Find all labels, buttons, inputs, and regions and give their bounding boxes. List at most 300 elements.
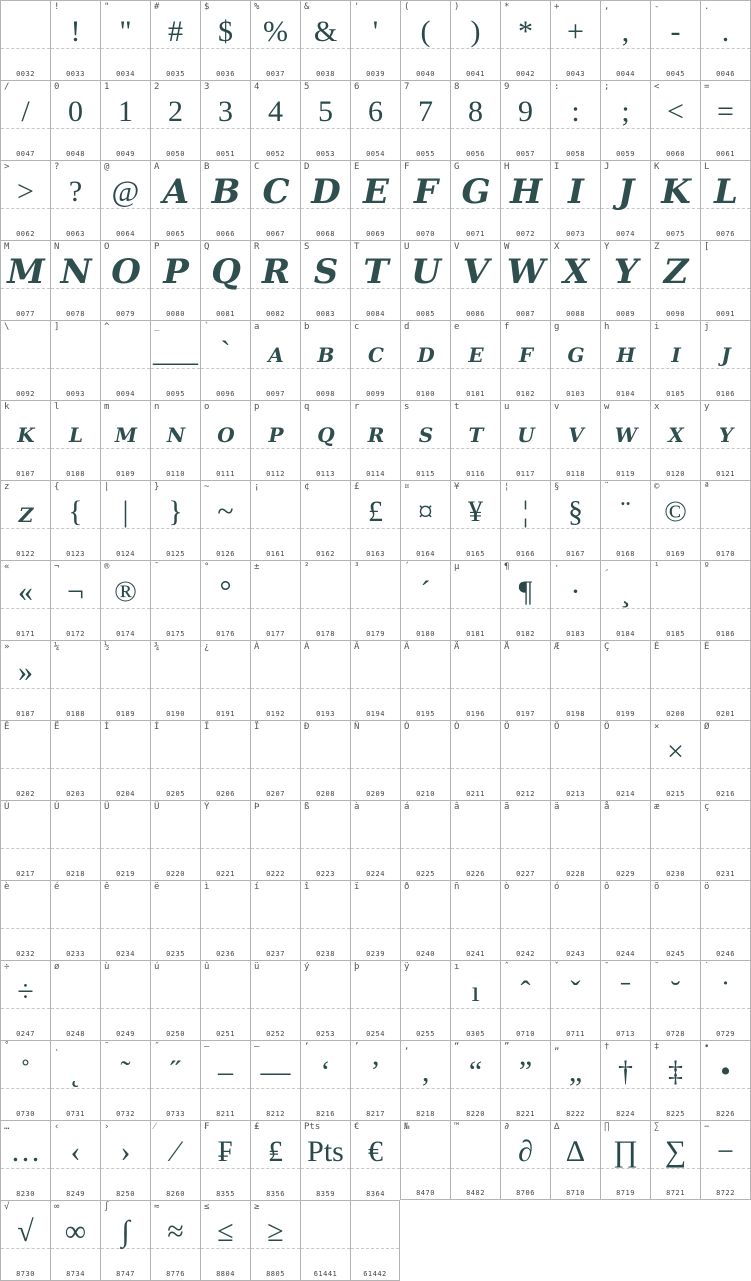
glyph-code: 8225 bbox=[666, 1110, 685, 1118]
glyph-code: 0069 bbox=[366, 230, 385, 238]
glyph-preview: ? bbox=[68, 175, 83, 208]
glyph-cell bbox=[700, 1040, 751, 1120]
glyph-cell bbox=[350, 240, 400, 320]
glyph-label: Ê bbox=[4, 722, 10, 732]
glyph-preview bbox=[401, 889, 450, 929]
glyph-preview: = bbox=[717, 95, 734, 128]
glyph-code: 0231 bbox=[716, 870, 735, 878]
glyph-cell bbox=[550, 560, 600, 640]
glyph-label: 4 bbox=[254, 82, 260, 92]
glyph-label: ¡ bbox=[254, 482, 260, 492]
glyph-label: ð bbox=[404, 882, 410, 892]
glyph-cell bbox=[450, 1040, 500, 1120]
glyph-cell bbox=[250, 640, 300, 720]
glyph-preview: Y bbox=[718, 423, 733, 447]
glyph-preview: ¦ bbox=[522, 495, 529, 528]
glyph-label: ∆ bbox=[554, 1122, 560, 1132]
glyph-label: ¬ bbox=[54, 562, 60, 572]
glyph-label: ` bbox=[204, 322, 210, 332]
glyph-cell bbox=[600, 0, 650, 80]
glyph-preview: × bbox=[667, 735, 684, 768]
glyph-label: Û bbox=[104, 802, 110, 812]
glyph-preview: ˇ bbox=[570, 975, 581, 1008]
glyph-cell bbox=[300, 1040, 350, 1120]
glyph-preview: ¨ bbox=[620, 495, 631, 528]
glyph-preview: 8 bbox=[468, 95, 483, 128]
glyph-code: 0216 bbox=[716, 790, 735, 798]
glyph-preview: ˙ bbox=[720, 975, 731, 1008]
glyph-cell bbox=[700, 80, 751, 160]
glyph-label: ö bbox=[704, 882, 710, 892]
glyph-cell bbox=[500, 160, 550, 240]
glyph-code: 8212 bbox=[266, 1110, 285, 1118]
glyph-preview: + bbox=[567, 15, 584, 48]
glyph-preview: · bbox=[570, 575, 581, 608]
glyph-code: 8747 bbox=[116, 1270, 135, 1278]
glyph-preview bbox=[551, 889, 600, 929]
glyph-cell bbox=[100, 160, 150, 240]
glyph-code: 0733 bbox=[166, 1110, 185, 1118]
glyph-cell bbox=[250, 400, 300, 480]
glyph-cell bbox=[650, 160, 700, 240]
glyph-label: Ù bbox=[4, 802, 10, 812]
glyph-code: 0196 bbox=[466, 710, 485, 718]
glyph-cell bbox=[150, 1200, 200, 1281]
glyph-preview: 1 bbox=[118, 95, 133, 128]
glyph-label: Á bbox=[304, 642, 310, 652]
glyph-preview bbox=[1, 9, 50, 49]
glyph-code: 0215 bbox=[666, 790, 685, 798]
glyph-code: 0247 bbox=[16, 1030, 35, 1038]
glyph-preview bbox=[51, 889, 100, 929]
glyph-preview: 2 bbox=[168, 95, 183, 128]
glyph-preview bbox=[151, 729, 200, 769]
glyph-label: ¹ bbox=[654, 562, 660, 572]
glyph-preview: ° bbox=[219, 575, 232, 608]
glyph-cell bbox=[350, 480, 400, 560]
glyph-label: ∞ bbox=[54, 1202, 60, 1212]
glyph-code: 0048 bbox=[66, 150, 85, 158]
glyph-preview bbox=[601, 729, 650, 769]
glyph-label: t bbox=[454, 402, 460, 412]
glyph-label: ¥ bbox=[454, 482, 460, 492]
glyph-label: o bbox=[204, 402, 210, 412]
glyph-code: 0254 bbox=[366, 1030, 385, 1038]
glyph-cell bbox=[650, 0, 700, 80]
glyph-cell bbox=[550, 400, 600, 480]
glyph-code: 8482 bbox=[466, 1189, 485, 1197]
glyph-label: | bbox=[104, 482, 110, 492]
glyph-code: 0246 bbox=[716, 950, 735, 958]
glyph-cell bbox=[500, 640, 550, 720]
glyph-preview: > bbox=[17, 175, 34, 208]
glyph-code: 8222 bbox=[566, 1110, 585, 1118]
glyph-code: 0197 bbox=[516, 710, 535, 718]
glyph-preview bbox=[151, 809, 200, 849]
glyph-code: 0064 bbox=[116, 230, 135, 238]
glyph-code: 0253 bbox=[316, 1030, 335, 1038]
glyph-code: 0191 bbox=[216, 710, 235, 718]
glyph-preview: J bbox=[721, 343, 730, 367]
glyph-label: þ bbox=[354, 962, 360, 972]
glyph-preview: G bbox=[461, 172, 490, 212]
glyph-code: 0049 bbox=[116, 150, 135, 158]
glyph-preview bbox=[301, 889, 350, 929]
glyph-preview: ’ bbox=[370, 1055, 381, 1088]
glyph-cell bbox=[400, 960, 450, 1040]
glyph-cell bbox=[450, 160, 500, 240]
glyph-preview: F bbox=[413, 172, 438, 212]
glyph-cell bbox=[0, 880, 50, 960]
glyph-label: u bbox=[504, 402, 510, 412]
glyph-label: ± bbox=[254, 562, 260, 572]
glyph-preview: W bbox=[614, 423, 637, 447]
glyph-code: 0079 bbox=[116, 310, 135, 318]
glyph-preview bbox=[1, 889, 50, 929]
glyph-preview bbox=[201, 969, 250, 1009]
glyph-code: 0052 bbox=[266, 150, 285, 158]
glyph-label: § bbox=[554, 482, 560, 492]
glyph-label: x bbox=[654, 402, 660, 412]
glyph-cell bbox=[150, 240, 200, 320]
glyph-cell bbox=[350, 320, 400, 400]
glyph-code: 0227 bbox=[516, 870, 535, 878]
glyph-label: Ë bbox=[54, 722, 60, 732]
glyph-cell bbox=[200, 960, 250, 1040]
glyph-cell bbox=[200, 240, 250, 320]
glyph-code: 8364 bbox=[366, 1190, 385, 1198]
glyph-code: 0245 bbox=[666, 950, 685, 958]
glyph-preview: M bbox=[7, 252, 44, 292]
glyph-label: W bbox=[504, 242, 510, 252]
glyph-preview bbox=[351, 1209, 399, 1249]
glyph-cell bbox=[350, 800, 400, 880]
glyph-cell bbox=[550, 320, 600, 400]
glyph-preview: • bbox=[720, 1055, 731, 1088]
glyph-cell bbox=[0, 1040, 50, 1120]
glyph-code: 0053 bbox=[316, 150, 335, 158]
glyph-code: 0237 bbox=[266, 950, 285, 958]
glyph-preview bbox=[501, 649, 550, 689]
glyph-label: ÷ bbox=[4, 962, 10, 972]
glyph-preview: ; bbox=[621, 95, 630, 128]
glyph-cell bbox=[150, 800, 200, 880]
glyph-code: 0086 bbox=[466, 310, 485, 318]
glyph-label: ³ bbox=[354, 562, 360, 572]
glyph-label: í bbox=[254, 882, 260, 892]
glyph-label: ∂ bbox=[504, 1122, 510, 1132]
glyph-preview bbox=[501, 809, 550, 849]
glyph-preview: U bbox=[411, 252, 440, 292]
glyph-preview: Z bbox=[663, 252, 688, 292]
glyph-cell bbox=[600, 80, 650, 160]
glyph-cell bbox=[450, 720, 500, 800]
glyph-code: 8734 bbox=[66, 1270, 85, 1278]
glyph-label: ‡ bbox=[654, 1042, 660, 1052]
glyph-preview bbox=[51, 969, 100, 1009]
glyph-cell bbox=[0, 320, 50, 400]
glyph-preview: Z bbox=[18, 503, 33, 527]
glyph-code: 0181 bbox=[466, 630, 485, 638]
glyph-code: 0711 bbox=[566, 1030, 585, 1038]
glyph-preview bbox=[451, 649, 500, 689]
glyph-cell bbox=[150, 480, 200, 560]
glyph-cell bbox=[700, 1120, 751, 1200]
glyph-code: 0225 bbox=[416, 870, 435, 878]
glyph-label: ” bbox=[504, 1042, 510, 1052]
glyph-label: 2 bbox=[154, 82, 160, 92]
glyph-label: Ü bbox=[154, 802, 160, 812]
glyph-preview: ¸ bbox=[620, 575, 631, 608]
glyph-cell bbox=[300, 400, 350, 480]
glyph-label: — bbox=[254, 1042, 260, 1052]
glyph-code: 0729 bbox=[716, 1030, 735, 1038]
glyph-code: 0232 bbox=[16, 950, 35, 958]
glyph-cell bbox=[200, 560, 250, 640]
glyph-cell bbox=[50, 80, 100, 160]
glyph-preview bbox=[351, 729, 400, 769]
glyph-preview: - bbox=[670, 15, 681, 48]
glyph-code: 0047 bbox=[16, 150, 35, 158]
glyph-preview: Q bbox=[317, 423, 334, 447]
glyph-preview bbox=[401, 969, 450, 1009]
glyph-label: ˝ bbox=[154, 1042, 160, 1052]
glyph-label: @ bbox=[104, 162, 110, 172]
glyph-label: p bbox=[254, 402, 260, 412]
glyph-preview: R bbox=[261, 252, 290, 292]
glyph-code: 0098 bbox=[316, 390, 335, 398]
glyph-cell bbox=[500, 480, 550, 560]
glyph-preview: W bbox=[506, 252, 545, 292]
glyph-code: 0187 bbox=[16, 710, 35, 718]
glyph-code: 0732 bbox=[116, 1110, 135, 1118]
glyph-cell bbox=[150, 720, 200, 800]
glyph-cell bbox=[300, 320, 350, 400]
glyph-label: > bbox=[4, 162, 10, 172]
glyph-code: 0230 bbox=[666, 870, 685, 878]
glyph-cell bbox=[0, 1120, 50, 1200]
glyph-cell bbox=[50, 0, 100, 80]
glyph-cell bbox=[700, 480, 751, 560]
glyph-cell bbox=[400, 80, 450, 160]
glyph-preview bbox=[301, 649, 350, 689]
glyph-cell bbox=[700, 640, 751, 720]
glyph-code: 0210 bbox=[416, 790, 435, 798]
glyph-code: 0730 bbox=[16, 1110, 35, 1118]
glyph-preview: ¥ bbox=[468, 495, 483, 528]
glyph-preview bbox=[251, 729, 300, 769]
glyph-preview: ` bbox=[220, 335, 231, 368]
glyph-code: 8706 bbox=[516, 1189, 535, 1197]
glyph-code: 8359 bbox=[316, 1190, 335, 1198]
glyph-preview bbox=[1, 809, 50, 849]
glyph-preview: K bbox=[17, 423, 34, 447]
glyph-preview: D bbox=[311, 172, 340, 212]
glyph-cell bbox=[250, 720, 300, 800]
glyph-preview: « bbox=[18, 575, 33, 608]
glyph-cell bbox=[500, 400, 550, 480]
glyph-code: 0071 bbox=[466, 230, 485, 238]
glyph-code: 0204 bbox=[116, 790, 135, 798]
glyph-code: 8804 bbox=[216, 1270, 235, 1278]
glyph-code: 0054 bbox=[366, 150, 385, 158]
glyph-code: 0090 bbox=[666, 310, 685, 318]
glyph-label: j bbox=[704, 322, 710, 332]
glyph-preview: R bbox=[367, 423, 384, 447]
glyph-label: Ô bbox=[504, 722, 510, 732]
glyph-cell bbox=[350, 80, 400, 160]
glyph-label: Y bbox=[604, 242, 610, 252]
glyph-code: 0249 bbox=[116, 1030, 135, 1038]
glyph-code: 0036 bbox=[216, 70, 235, 78]
glyph-code: 0177 bbox=[266, 630, 285, 638]
glyph-code: 0713 bbox=[616, 1030, 635, 1038]
glyph-preview: ‡ bbox=[668, 1055, 683, 1088]
glyph-cell bbox=[150, 160, 200, 240]
glyph-preview: ® bbox=[114, 575, 137, 608]
glyph-preview: E bbox=[363, 172, 388, 212]
glyph-preview: M bbox=[114, 423, 137, 447]
glyph-preview: # bbox=[168, 15, 183, 48]
glyph-cell bbox=[300, 560, 350, 640]
glyph-code: 0217 bbox=[16, 870, 35, 878]
glyph-code: 0244 bbox=[616, 950, 635, 958]
glyph-code: 0240 bbox=[416, 950, 435, 958]
glyph-cell bbox=[650, 320, 700, 400]
glyph-code: 0176 bbox=[216, 630, 235, 638]
glyph-code: 8805 bbox=[266, 1270, 285, 1278]
glyph-cell bbox=[600, 1120, 650, 1200]
glyph-label: · bbox=[554, 562, 560, 572]
glyph-cell bbox=[450, 320, 500, 400]
glyph-preview: 4 bbox=[268, 95, 283, 128]
glyph-label: ° bbox=[204, 562, 210, 572]
glyph-label: ß bbox=[304, 802, 310, 812]
glyph-code: 61442 bbox=[363, 1270, 387, 1278]
glyph-cell bbox=[100, 0, 150, 80]
glyph-code: 0059 bbox=[616, 150, 635, 158]
glyph-code: 0188 bbox=[66, 710, 85, 718]
glyph-label: ¦ bbox=[504, 482, 510, 492]
glyph-preview: ˜ bbox=[120, 1055, 131, 1088]
glyph-label: M bbox=[4, 242, 10, 252]
glyph-label: ´ bbox=[404, 562, 410, 572]
glyph-preview: X bbox=[562, 252, 589, 292]
glyph-code: 0241 bbox=[466, 950, 485, 958]
glyph-label: ˉ bbox=[604, 962, 610, 972]
glyph-code: 0104 bbox=[616, 390, 635, 398]
glyph-preview bbox=[101, 649, 150, 689]
glyph-cell bbox=[300, 160, 350, 240]
glyph-code: 0075 bbox=[666, 230, 685, 238]
glyph-label: / bbox=[4, 82, 10, 92]
glyph-cell bbox=[100, 720, 150, 800]
glyph-cell bbox=[50, 640, 100, 720]
glyph-label: 0 bbox=[54, 82, 60, 92]
glyph-preview: I bbox=[568, 172, 583, 212]
glyph-code: 0103 bbox=[566, 390, 585, 398]
glyph-cell bbox=[300, 1200, 350, 1281]
glyph-preview: L bbox=[714, 172, 737, 212]
glyph-cell bbox=[100, 240, 150, 320]
glyph-code: 0093 bbox=[66, 390, 85, 398]
glyph-code: 8776 bbox=[166, 1270, 185, 1278]
glyph-code: 0072 bbox=[516, 230, 535, 238]
glyph-label: ¢ bbox=[304, 482, 310, 492]
glyph-label: = bbox=[704, 82, 710, 92]
glyph-label: 6 bbox=[354, 82, 360, 92]
glyph-cell bbox=[650, 400, 700, 480]
glyph-label: ˛ bbox=[54, 1042, 60, 1052]
glyph-label: c bbox=[354, 322, 360, 332]
glyph-cell bbox=[50, 1040, 100, 1120]
glyph-label: â bbox=[454, 802, 460, 812]
glyph-label: Ñ bbox=[354, 722, 360, 732]
glyph-preview: L bbox=[68, 423, 83, 447]
glyph-preview bbox=[601, 809, 650, 849]
glyph-label: ó bbox=[554, 882, 560, 892]
glyph-label: № bbox=[404, 1122, 410, 1132]
glyph-code: 0094 bbox=[116, 390, 135, 398]
glyph-code: 0083 bbox=[316, 310, 335, 318]
glyph-preview bbox=[251, 569, 300, 609]
glyph-label: s bbox=[404, 402, 410, 412]
glyph-preview: S bbox=[418, 423, 433, 447]
glyph-preview: B bbox=[211, 172, 240, 212]
glyph-preview: O bbox=[217, 423, 234, 447]
glyph-cell bbox=[450, 1120, 500, 1200]
glyph-code: 0235 bbox=[166, 950, 185, 958]
glyph-code: 0106 bbox=[716, 390, 735, 398]
glyph-label: „ bbox=[554, 1042, 560, 1052]
glyph-code: 0073 bbox=[566, 230, 585, 238]
glyph-cell bbox=[600, 560, 650, 640]
glyph-code: 0114 bbox=[366, 470, 385, 478]
glyph-cell bbox=[50, 880, 100, 960]
glyph-label: ˚ bbox=[4, 1042, 10, 1052]
glyph-code: 8710 bbox=[566, 1189, 585, 1197]
glyph-label: … bbox=[4, 1122, 10, 1132]
glyph-code: 8224 bbox=[616, 1110, 635, 1118]
glyph-cell bbox=[250, 800, 300, 880]
glyph-cell bbox=[0, 160, 50, 240]
glyph-label: , bbox=[604, 2, 610, 12]
glyph-preview: ₣ bbox=[218, 1135, 233, 1168]
glyph-code: 8470 bbox=[416, 1189, 435, 1197]
glyph-cell bbox=[550, 0, 600, 80]
glyph-preview: ” bbox=[518, 1055, 533, 1088]
glyph-cell bbox=[100, 640, 150, 720]
glyph-preview: A bbox=[268, 343, 283, 367]
glyph-label: - bbox=[654, 2, 660, 12]
glyph-preview bbox=[101, 889, 150, 929]
glyph-code: 8220 bbox=[466, 1110, 485, 1118]
glyph-cell bbox=[550, 1040, 600, 1120]
glyph-cell bbox=[300, 0, 350, 80]
glyph-preview: E bbox=[468, 343, 483, 367]
glyph-cell bbox=[50, 1200, 100, 1281]
glyph-cell bbox=[350, 0, 400, 80]
glyph-cell bbox=[650, 560, 700, 640]
glyph-code: 0234 bbox=[116, 950, 135, 958]
glyph-preview bbox=[151, 969, 200, 1009]
glyph-label: q bbox=[304, 402, 310, 412]
glyph-cell bbox=[600, 960, 650, 1040]
glyph-preview bbox=[251, 649, 300, 689]
glyph-preview: 6 bbox=[368, 95, 383, 128]
glyph-preview bbox=[401, 649, 450, 689]
glyph-cell bbox=[450, 240, 500, 320]
